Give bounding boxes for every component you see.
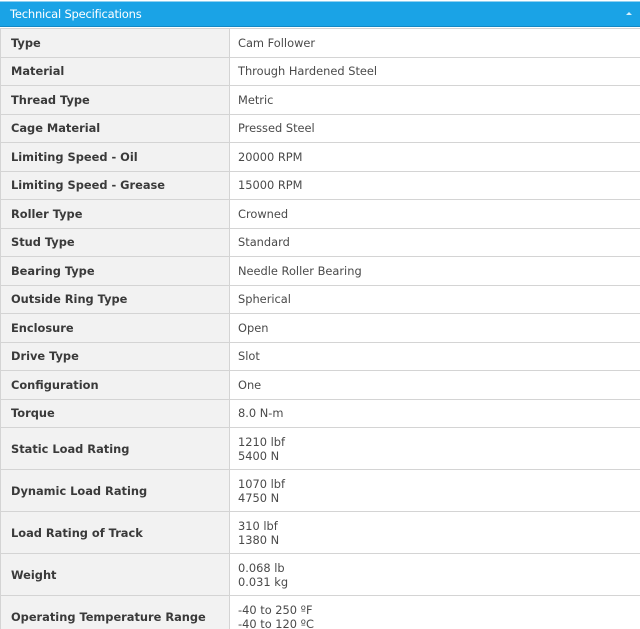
spec-label: Static Load Rating — [1, 428, 230, 470]
spec-value-line: 20000 RPM — [238, 149, 303, 164]
table-row — [1, 596, 640, 629]
table-row — [1, 200, 640, 229]
table-row — [1, 314, 640, 343]
spec-value — [230, 399, 640, 428]
spec-value — [230, 171, 640, 200]
spec-label: Operating Temperature Range — [1, 596, 230, 629]
table-row — [1, 228, 640, 257]
panel-title: Technical Specifications — [10, 7, 142, 21]
spec-value-line: One — [238, 377, 262, 392]
spec-value-line: Cam Follower — [238, 35, 316, 50]
spec-value-line: 15000 RPM — [238, 178, 303, 193]
specifications-table — [0, 28, 640, 629]
panel-header[interactable] — [0, 1, 640, 27]
spec-value — [230, 57, 640, 86]
spec-value — [230, 285, 640, 314]
spec-label: Load Rating of Track — [1, 512, 230, 554]
spec-value-line: Spherical — [238, 292, 291, 307]
spec-value — [230, 257, 640, 286]
spec-label: Torque — [1, 399, 230, 428]
spec-value-line: 4750 N — [238, 490, 280, 505]
table-row — [1, 143, 640, 172]
spec-value — [230, 200, 640, 229]
spec-value-line: 0.031 kg — [238, 574, 289, 589]
table-row — [1, 399, 640, 428]
spec-value — [230, 314, 640, 343]
spec-label: Cage Material — [1, 114, 230, 143]
spec-value — [230, 428, 640, 470]
table-row — [1, 29, 640, 58]
spec-label: Limiting Speed - Grease — [1, 171, 230, 200]
table-row — [1, 371, 640, 400]
spec-value-line: 1070 lbf — [238, 476, 286, 491]
table-row — [1, 470, 640, 512]
spec-value-line: Needle Roller Bearing — [238, 263, 362, 278]
spec-value — [230, 342, 640, 371]
spec-label: Thread Type — [1, 86, 230, 115]
spec-value-line: -40 to 250 ºF — [238, 602, 313, 617]
spec-value — [230, 470, 640, 512]
spec-value-line: 0.068 lb — [238, 560, 285, 575]
spec-label: Drive Type — [1, 342, 230, 371]
table-row — [1, 86, 640, 115]
spec-value — [230, 114, 640, 143]
table-row — [1, 57, 640, 86]
spec-value-line: 310 lbf — [238, 518, 278, 533]
table-row — [1, 285, 640, 314]
spec-label: Stud Type — [1, 228, 230, 257]
spec-label: Weight — [1, 554, 230, 596]
spec-value-line: 1210 lbf — [238, 434, 286, 449]
spec-label: Configuration — [1, 371, 230, 400]
spec-value-line: 1380 N — [238, 532, 280, 547]
table-row — [1, 171, 640, 200]
spec-value — [230, 143, 640, 172]
spec-value — [230, 596, 640, 629]
spec-label: Roller Type — [1, 200, 230, 229]
table-row — [1, 257, 640, 286]
spec-label: Dynamic Load Rating — [1, 470, 230, 512]
spec-value — [230, 512, 640, 554]
spec-value-line: Pressed Steel — [238, 121, 315, 136]
spec-value — [230, 228, 640, 257]
chevron-up-icon[interactable] — [626, 12, 632, 15]
table-row — [1, 114, 640, 143]
spec-value-line: Metric — [238, 92, 274, 107]
spec-value-line: 8.0 N-m — [238, 406, 284, 421]
spec-value-line: Open — [238, 320, 269, 335]
spec-value-line: Through Hardened Steel — [238, 64, 378, 79]
spec-value-line: 5400 N — [238, 448, 280, 463]
spec-value — [230, 29, 640, 58]
spec-label: Outside Ring Type — [1, 285, 230, 314]
spec-value-line: Standard — [238, 235, 290, 250]
spec-label: Bearing Type — [1, 257, 230, 286]
spec-label: Limiting Speed - Oil — [1, 143, 230, 172]
spec-value — [230, 554, 640, 596]
spec-value-line: Slot — [238, 349, 260, 364]
spec-value — [230, 371, 640, 400]
table-row — [1, 512, 640, 554]
table-row — [1, 554, 640, 596]
table-row — [1, 342, 640, 371]
spec-value-line: -40 to 120 ºC — [238, 616, 314, 629]
spec-label: Type — [1, 29, 230, 58]
spec-label: Enclosure — [1, 314, 230, 343]
spec-value — [230, 86, 640, 115]
spec-value-line: Crowned — [238, 206, 289, 221]
table-row — [1, 428, 640, 470]
spec-label: Material — [1, 57, 230, 86]
